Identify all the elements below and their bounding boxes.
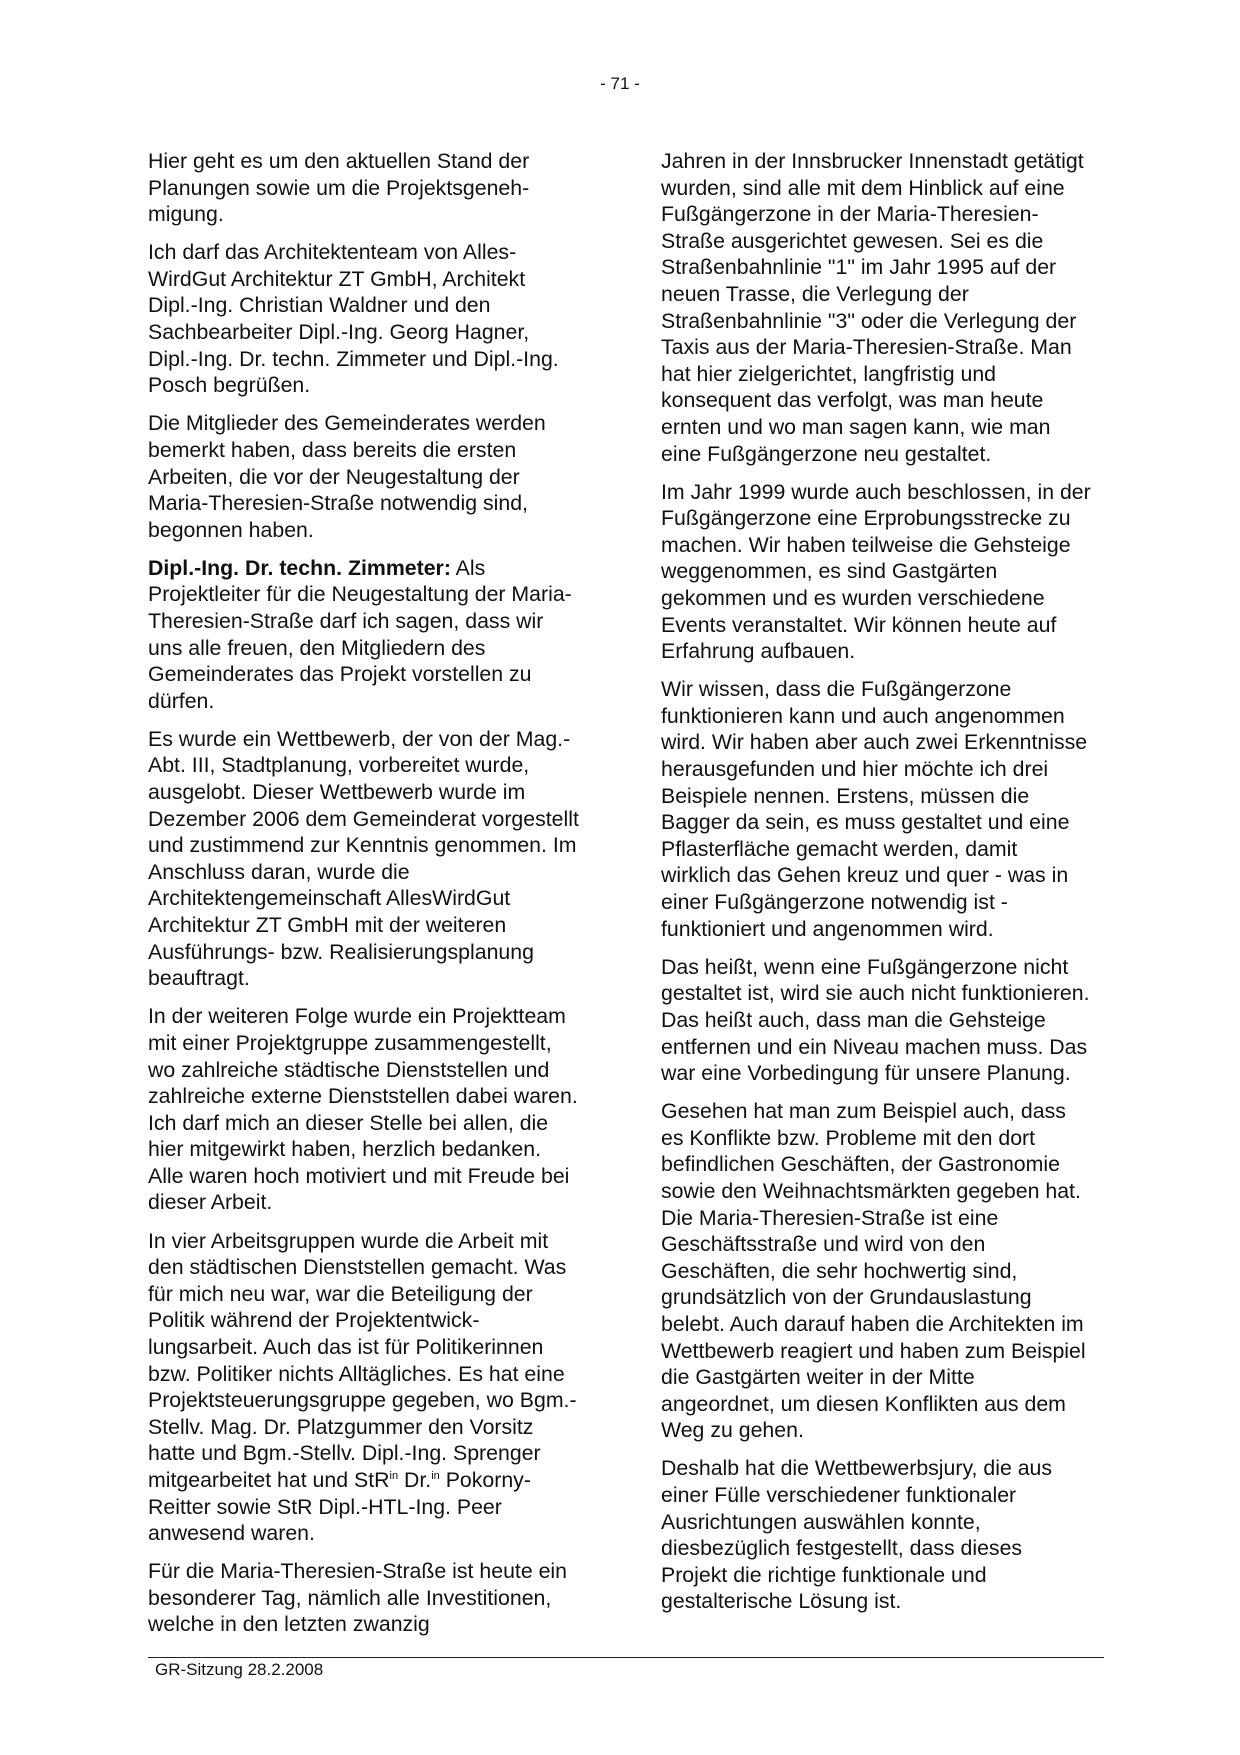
superscript: in [389, 1469, 399, 1482]
paragraph: Die Mitglieder des Gemeinderates werden bemerkt haben, dass bereits die ersten Arbeiten, die vor der Neugestaltung der Maria-Theresien-Straße notwendig sind, begonnen haben. [148, 411, 546, 542]
paragraph: Jahren in der Innsbrucker Innenstadt getätigt wurden, sind alle mit dem Hinblick auf eine Fußgängerzone in der Maria-Theresien-Straße ausgerichtet gewesen. Sei es die Straßenbahnlinie "1" im Jahr 1995 auf der neuen Trasse, die Verlegung der Straßenbahnlinie "3" oder die Verlegung der Taxis aus der Maria-Theresien-Straße. Man hat hier zielgerichtet, langfristig und konsequent das verfolgt, was man heute ernten und wo man sagen kann, wie man eine Fußgängerzone neu gestaltet. [661, 149, 1084, 466]
paragraph: Für die Maria-Theresien-Straße ist heute ein besonderer Tag, nämlich alle Investitionen, welche in den letzten zwanzig [148, 1559, 568, 1637]
paragraph: Deshalb hat die Wettbewerbsjury, die aus einer Fülle verschiedener funktionaler Ausrichtungen auswählen konnte, diesbezüglich festgestellt, dass dieses Projekt die richtige funktionale und gestalterische Lösung ist. [661, 1456, 1053, 1614]
paragraph: Es wurde ein Wettbewerb, der von der Mag.-Abt. III, Stadtplanung, vorbereitet wurde, ausgelobt. Dieser Wettbewerb wurde im Dezember 2006 dem Gemeinderat vorgestellt und zustimmend zur Kenntnis genommen. Im Anschluss daran, wurde die Architektengemeinschaft AllesWirdGut Architektur ZT GmbH mit der weiteren Ausführungs- bzw. Realisierungsplanung beauftragt. [148, 726, 579, 991]
paragraph: Gesehen hat man zum Beispiel auch, dass es Konflikte bzw. Probleme mit den dort befindlichen Geschäften, der Gastronomie sowie den Weihnachtsmärkten gegeben hat. Die Maria-Theresien-Straße ist eine Geschäftsstraße und wird von den Geschäften, die sehr hochwertig sind, grundsätzlich von der Grundauslastung belebt. Auch darauf haben die Architekten im Wettbewerb reagiert und haben zum Beispiel die Gastgärten weiter in der Mitte angeordnet, um diesen Konflikten aus dem Weg zu gehen. [661, 1099, 1086, 1443]
paragraph-text: Pokorny-Reitter sowie StR Dipl.-HTL-Ing. Peer anwesend waren. [148, 1467, 531, 1546]
paragraph: In der weiteren Folge wurde ein Projektteam mit einer Projektgruppe zusammengestellt, wo zahlreiche städtische Dienststellen und zahlreiche externe Dienststellen dabei waren. Ich darf mich an dieser Stelle bei allen, die hier mitgewirkt haben, herzlich bedanken. Alle waren hoch motiviert und mit Freude bei dieser Arbeit. [148, 1004, 578, 1215]
paragraph: Das heißt, wenn eine Fußgängerzone nicht gestaltet ist, wird sie auch nicht funktionieren. Das heißt auch, dass man die Gehsteige entfernen und ein Niveau machen muss. Das war eine Vorbedingung für unsere Planung. [661, 954, 1090, 1086]
paragraph: Hier geht es um den aktuellen Stand der Planungen sowie um die Projektsgenehmigung. [148, 149, 530, 227]
paragraph [148, 555, 580, 715]
paragraph-text: In vier Arbeitsgruppen wurde die Arbeit mit den städtischen Dienststellen gemacht. Was für mich neu war, war die Beteiligung der Politik während der Projektentwicklungsarbeit. Auch das ist für Politikerinnen bzw. Politiker nichts Alltägliches. Es hat eine Projektsteuerungsgruppe gegeben, wo Bgm.-Stellv. Mag. Dr. Platzgummer den Vorsitz hatte und Bgm.-Stellv. Dipl.-Ing. Sprenger mitgearbeitet hat und StR [148, 1228, 577, 1492]
paragraph [148, 1228, 580, 1547]
left-column [148, 148, 580, 1649]
right-column [661, 148, 1093, 1626]
superscript: in [431, 1469, 440, 1482]
footer-divider [148, 1657, 1104, 1658]
paragraph: Im Jahr 1999 wurde auch beschlossen, in der Fußgängerzone eine Erprobungsstrecke zu machen. Wir haben teilweise die Gehsteige weggenommen, es sind Gastgärten gekommen und es wurden verschiedene Events veranstaltet. Wir können heute auf Erfahrung aufbauen. [661, 479, 1091, 664]
paragraph-text: Dr. [398, 1467, 432, 1492]
page-number: - 71 - [600, 74, 640, 93]
speaker-name: Dipl.-Ing. Dr. techn. Zimmeter: [148, 555, 451, 580]
footer-text: GR-Sitzung 28.2.2008 [155, 1660, 324, 1679]
paragraph: Wir wissen, dass die Fußgängerzone funktionieren kann und auch angenommen wird. Wir haben aber auch zwei Erkenntnisse herausgefunden und hier möchte ich drei Beispiele nennen. Erstens, müssen die Bagger da sein, es muss gestaltet und eine Pflasterfläche gemacht werden, damit wirklich das Gehen kreuz und quer - was in einer Fußgängerzone notwendig ist - funktioniert und angenommen wird. [661, 677, 1088, 941]
paragraph: Ich darf das Architektenteam von AllesWirdGut Architektur ZT GmbH, Architekt Dipl.-Ing. Christian Waldner und den Sachbearbeiter Dipl.-Ing. Georg Hagner, Dipl.-Ing. Dr. techn. Zimmeter und Dipl.-Ing. Posch begrüßen. [148, 240, 559, 398]
speech-text: Als Projektleiter für die Neugestaltung der Maria-Theresien-Straße darf ich sagen, dass wir uns alle freuen, den Mitgliedern des Gemeinderates das Projekt vorstellen zu dürfen. [148, 555, 572, 713]
